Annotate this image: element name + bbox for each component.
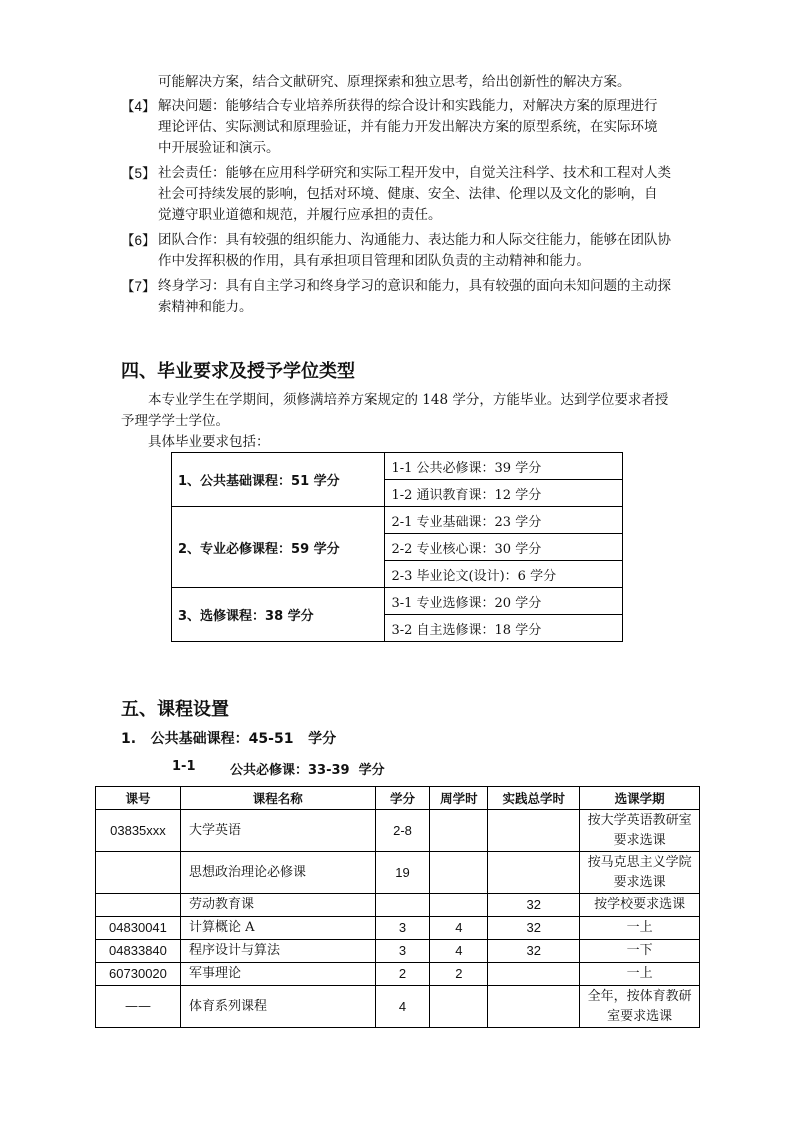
- course-practice: [488, 810, 580, 852]
- course-practice: [488, 986, 580, 1028]
- item-number: 【4】: [121, 99, 156, 114]
- table-row: [172, 453, 623, 480]
- sub-requirement: 1-1 公共必修课：39 学分: [385, 453, 623, 480]
- course-term: 一上: [580, 963, 700, 986]
- item-text: 终身学习：具有自主学习和终身学习的意识和能力，具有较强的面向未知问题的主动探: [158, 278, 671, 294]
- ability-5-cont-1: 社会可持续发展的影响，包括对环境、健康、安全、法律、伦理以及文化的影响，自: [158, 186, 658, 202]
- course-weekly: [430, 986, 488, 1028]
- course-practice: 32: [488, 894, 580, 917]
- course-practice: [488, 963, 580, 986]
- course-term: 一上: [580, 917, 700, 940]
- subsection-1-1-number: 1-1: [172, 759, 196, 774]
- item-text: 解决问题：能够结合专业培养所获得的综合设计和实践能力，对解决方案的原理进行: [158, 98, 658, 114]
- section-4-para-1: 本专业学生在学期间，须修满培养方案规定的 148 学分，方能毕业。达到学位要求者授: [148, 392, 669, 408]
- course-code: 03835xxx: [96, 810, 181, 852]
- table-row: [172, 507, 623, 534]
- header-weekly: 周学时: [430, 787, 488, 810]
- course-practice: 32: [488, 917, 580, 940]
- course-weekly: [430, 810, 488, 852]
- ability-item-6: [121, 230, 681, 251]
- course-code: 04833840: [96, 940, 181, 963]
- ability-4-cont-2: 中开展验证和演示。: [158, 140, 280, 156]
- sub-requirement: 3-1 专业选修课：20 学分: [385, 588, 623, 615]
- section-4-detail-intro: 具体毕业要求包括：: [148, 434, 270, 450]
- ability-4-cont-1: 理论评估、实际测试和原理验证，并有能力开发出解决方案的原型系统，在实际环境: [158, 119, 658, 135]
- ability-6-cont-1: 作中发挥积极的作用，具有承担项目管理和团队负责的主动精神和能力。: [158, 253, 590, 269]
- table-row: [96, 894, 700, 917]
- course-credit: 2-8: [375, 810, 430, 852]
- sub-requirement: 2-3 毕业论文(设计)：6 学分: [385, 561, 623, 588]
- course-credit: 2: [375, 963, 430, 986]
- ability-7-cont-1: 索精神和能力。: [158, 299, 253, 315]
- course-name: 劳动教育课: [180, 894, 375, 917]
- group-label: 3、选修课程：38 学分: [172, 588, 385, 642]
- table-row: [172, 588, 623, 615]
- course-code: [96, 894, 181, 917]
- table-row: [96, 986, 700, 1028]
- course-code: 04830041: [96, 917, 181, 940]
- intro-line: 可能解决方案，结合文献研究、原理探索和独立思考，给出创新性的解决方案。: [158, 74, 631, 90]
- header-practice: 实践总学时: [488, 787, 580, 810]
- graduation-requirements-table: [171, 452, 623, 642]
- ability-item-5: [121, 163, 681, 184]
- table-row: [96, 940, 700, 963]
- section-4-para-2: 予理学学士学位。: [121, 413, 229, 429]
- course-code: [96, 852, 181, 894]
- course-credit: 3: [375, 940, 430, 963]
- course-credit: 4: [375, 986, 430, 1028]
- subsection-1-heading: 1. 公共基础课程：45-51 学分: [121, 731, 337, 747]
- ability-item-4: [121, 96, 681, 117]
- course-term: 按大学英语教研室要求选课: [580, 810, 700, 852]
- course-credit: [375, 894, 430, 917]
- item-number: 【6】: [121, 233, 156, 248]
- section-4-heading: 四、毕业要求及授予学位类型: [121, 361, 355, 382]
- sub-requirement: 1-2 通识教育课：12 学分: [385, 480, 623, 507]
- table-row: [96, 917, 700, 940]
- sub-requirement: 3-2 自主选修课：18 学分: [385, 615, 623, 642]
- course-weekly: [430, 852, 488, 894]
- course-term: 全年，按体育教研室要求选课: [580, 986, 700, 1028]
- course-weekly: 4: [430, 940, 488, 963]
- sub-requirement: 2-2 专业核心课：30 学分: [385, 534, 623, 561]
- course-name: 思想政治理论必修课: [180, 852, 375, 894]
- table-header-row: [96, 787, 700, 810]
- subsection-1-1-title: 公共必修课：33-39 学分: [230, 763, 385, 778]
- course-credit: 19: [375, 852, 430, 894]
- header-code: 课号: [96, 787, 181, 810]
- course-name: 体育系列课程: [180, 986, 375, 1028]
- item-number: 【5】: [121, 166, 156, 181]
- section-5-heading: 五、课程设置: [121, 699, 229, 720]
- course-practice: [488, 852, 580, 894]
- course-credit: 3: [375, 917, 430, 940]
- course-table: [95, 786, 700, 1028]
- course-name: 程序设计与算法: [180, 940, 375, 963]
- table-row: [96, 852, 700, 894]
- header-term: 选课学期: [580, 787, 700, 810]
- table-row: [96, 810, 700, 852]
- item-number: 【7】: [121, 279, 156, 294]
- table-row: [96, 963, 700, 986]
- course-term: 按马克思主义学院要求选课: [580, 852, 700, 894]
- course-practice: 32: [488, 940, 580, 963]
- course-name: 计算概论 A: [180, 917, 375, 940]
- course-code: ——: [96, 986, 181, 1028]
- course-code: 60730020: [96, 963, 181, 986]
- item-text: 团队合作：具有较强的组织能力、沟通能力、表达能力和人际交往能力，能够在团队协: [158, 232, 671, 248]
- course-weekly: [430, 894, 488, 917]
- ability-item-7: [121, 276, 681, 297]
- group-label: 1、公共基础课程：51 学分: [172, 453, 385, 507]
- course-weekly: 4: [430, 917, 488, 940]
- ability-5-cont-2: 觉遵守职业道德和规范，并履行应承担的责任。: [158, 207, 442, 223]
- course-term: 一下: [580, 940, 700, 963]
- header-credit: 学分: [375, 787, 430, 810]
- header-name: 课程名称: [180, 787, 375, 810]
- course-weekly: 2: [430, 963, 488, 986]
- course-term: 按学校要求选课: [580, 894, 700, 917]
- group-label: 2、专业必修课程：59 学分: [172, 507, 385, 588]
- item-text: 社会责任：能够在应用科学研究和实际工程开发中，自觉关注科学、技术和工程对人类: [158, 165, 671, 181]
- sub-requirement: 2-1 专业基础课：23 学分: [385, 507, 623, 534]
- course-name: 军事理论: [180, 963, 375, 986]
- course-name: 大学英语: [180, 810, 375, 852]
